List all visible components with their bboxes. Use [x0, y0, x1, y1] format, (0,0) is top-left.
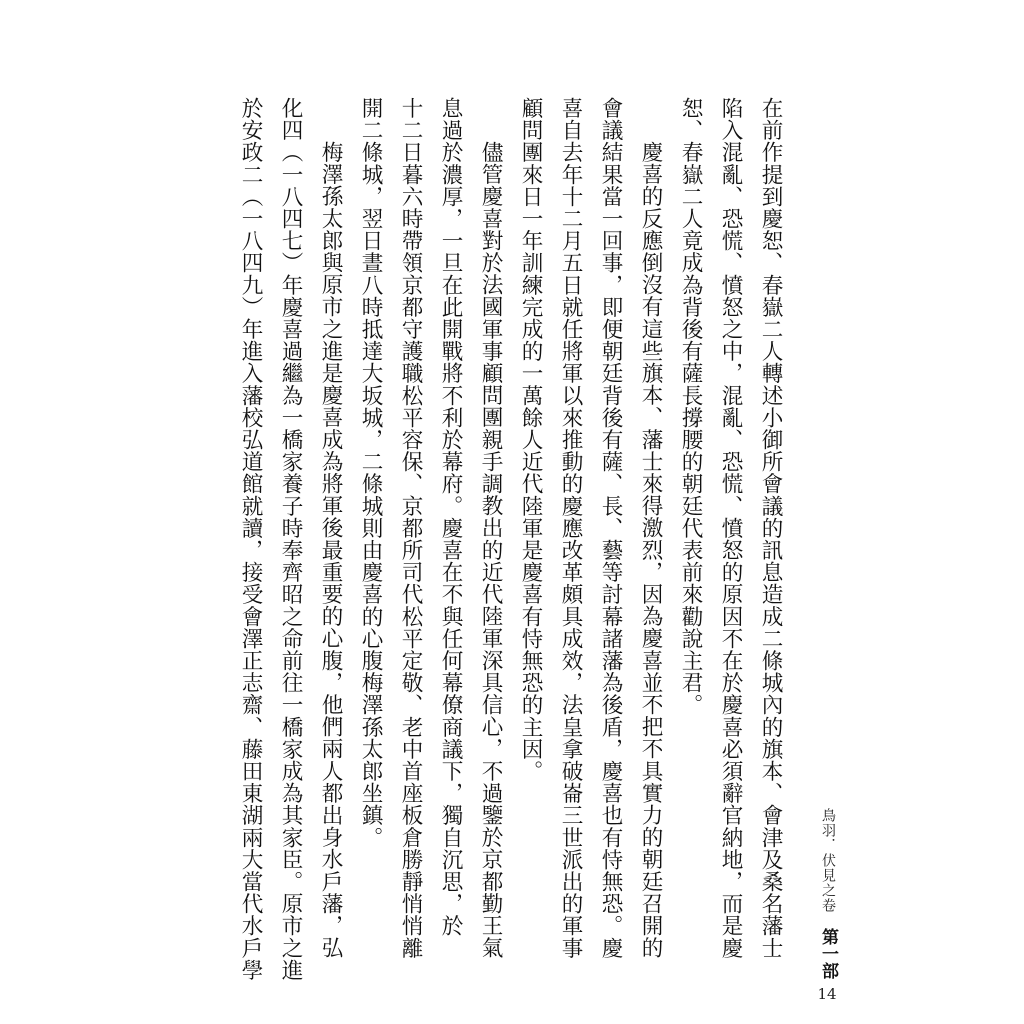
- text-column-4: 慶喜的反應倒沒有這些旗本、藩士來得激烈，因為慶喜並不把不具實力的朝廷召開的: [638, 141, 663, 959]
- text-column-10: 十二日暮六時帶領京都守護職松平容保、京都所司代松平定敬、老中首座板倉勝靜悄悄離: [398, 97, 423, 959]
- text-column-13: 化四（一八四七）年慶喜過繼為一橋家養子時奉齊昭之命前往一橋家成為其家臣。原市之進: [278, 97, 303, 981]
- running-book-title: 鳥羽．伏見之卷: [820, 808, 836, 913]
- text-column-5: 會議結果當一回事，即便朝廷背後有薩、長、藝等討幕諸藩為後盾，慶喜也有恃無恐。慶: [598, 97, 623, 959]
- text-column-1: 在前作提到慶恕、春嶽二人轉述小御所會議的訊息造成二條城內的旗本、會津及桑名藩士: [758, 97, 783, 959]
- page-number: 14: [817, 985, 837, 1003]
- text-column-14: 於安政二（一八四九）年進入藩校弘道館就讀，接受會澤正志齋、藤田東湖兩大當代水戶學: [238, 97, 263, 981]
- text-column-2: 陷入混亂、恐慌、憤怒之中，混亂、恐慌、憤怒的原因不在於慶喜必須辭官納地，而是慶: [718, 97, 743, 959]
- text-column-11: 開二條城，翌日晝八時抵達大坂城，二條城則由慶喜的心腹梅澤孫太郎坐鎮。: [358, 97, 383, 849]
- text-column-6: 喜自去年十二月五日就任將軍以來推動的慶應改革頗具成效，法皇拿破崙三世派出的軍事: [558, 97, 583, 959]
- text-column-12: 梅澤孫太郎與原市之進是慶喜成為將軍後最重要的心腹，他們兩人都出身水戶藩，弘: [318, 141, 343, 959]
- text-column-3: 恕、春嶽二人竟成為背後有薩長撐腰的朝廷代表前來勸說主君。: [678, 97, 703, 716]
- text-column-9: 息過於濃厚，一旦在此開戰將不利於幕府。慶喜在不與任何幕僚商議下，獨自沉思，於: [438, 97, 463, 937]
- text-column-7: 顧問團來日一年訓練完成的一萬餘人近代陸軍是慶喜有恃無恐的主因。: [518, 97, 543, 783]
- text-column-8: 儘管慶喜對於法國軍事顧問團親手調教出的近代陸軍深具信心，不過鑒於京都勤王氣: [478, 141, 503, 959]
- part-label: 第一部: [818, 928, 838, 979]
